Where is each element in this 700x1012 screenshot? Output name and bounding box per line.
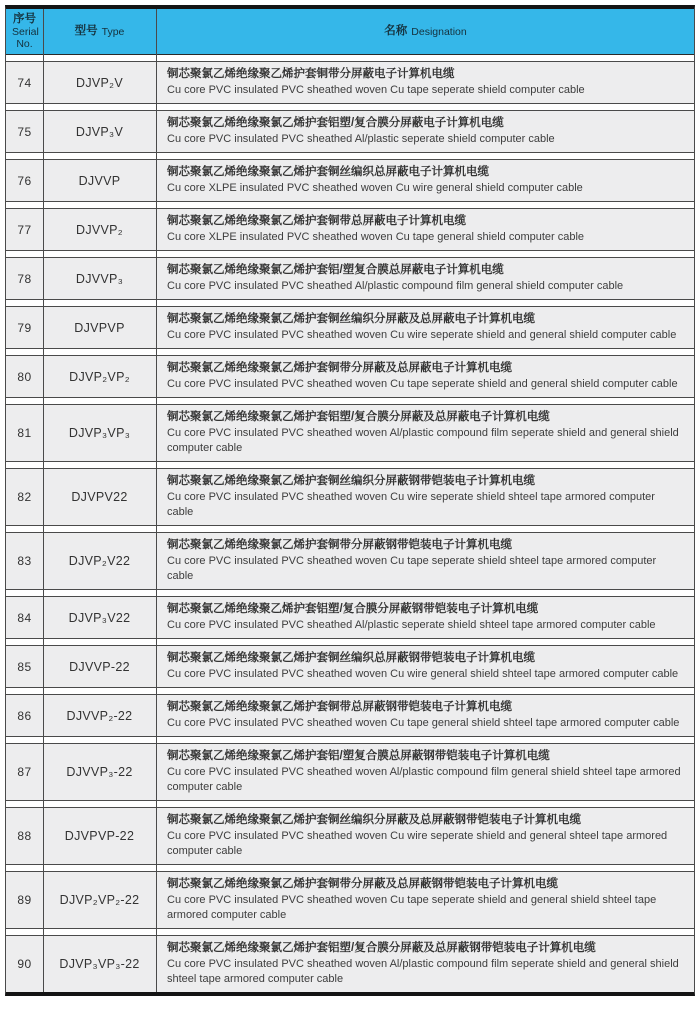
designation-chinese: 铜芯聚氯乙烯绝缘聚氯乙烯护套铜带分屏蔽钢带铠装电子计算机电缆: [167, 539, 512, 551]
serial-number: 87: [17, 765, 32, 779]
type-code: DJVP₃V22: [68, 610, 131, 625]
header-type-cn: 型号: [74, 25, 98, 37]
type-code: DJVVP: [78, 173, 121, 188]
type-code: DJVPVP: [74, 320, 125, 335]
type-code: DJVP₃VP₃-22: [59, 957, 140, 971]
designation-chinese: 铜芯聚氯乙烯绝缘聚氯乙烯护套铜带总屏蔽钢带铠装电子计算机电缆: [167, 701, 512, 713]
table-row: [6, 645, 694, 688]
type-code: DJVVP₂: [76, 222, 123, 237]
designation-english: Cu core PVC insulated PVC sheathed woven Al/plastic compound film seperate shield and general shield shteel tape armored computer cable: [167, 958, 679, 985]
table-row: [6, 110, 694, 153]
serial-number: 88: [17, 829, 32, 843]
designation-english: Cu core PVC insulated PVC sheathed woven Cu tape seperate shield and general shield computer cable: [167, 378, 678, 390]
designation-chinese: 铜芯聚氯乙烯绝缘聚氯乙烯护套铜带分屏蔽及总屏蔽钢带铠装电子计算机电缆: [167, 878, 558, 890]
type-code: DJVP₂V22: [68, 554, 131, 568]
serial-number: 86: [17, 708, 32, 723]
serial-number: 74: [17, 75, 32, 90]
type-code: DJVVP-22: [69, 659, 130, 674]
designation-english: Cu core PVC insulated PVC sheathed woven Cu wire seperate shield and general shield computer cable: [167, 329, 677, 341]
type-code: DJVP₃V: [75, 124, 124, 139]
table-row: [6, 807, 694, 865]
table-row: [6, 935, 694, 992]
designation-english: Cu core XLPE insulated PVC sheathed woven Cu wire general shield computer cable: [167, 182, 583, 194]
serial-number: 81: [17, 426, 32, 440]
designation-english: Cu core PVC insulated PVC sheathed woven Cu wire seperate shield shteel tape armored computer cable: [167, 491, 655, 518]
type-code: DJVVP₂-22: [66, 708, 133, 723]
type-code: DJVPV22: [71, 490, 128, 504]
designation-english: Cu core PVC insulated PVC sheathed Al/plastic compound film general shield computer cable: [167, 280, 624, 292]
type-code: DJVP₂VP₂: [69, 369, 130, 384]
designation-cell: [156, 62, 694, 103]
header-designation-cn: 名称: [384, 25, 408, 37]
designation-cell: [156, 111, 694, 152]
serial-number: 83: [17, 554, 32, 568]
serial-number: 79: [17, 320, 32, 335]
designation-english: Cu core PVC insulated PVC sheathed woven Al/plastic compound film general shield shteel tape armored computer cable: [167, 766, 681, 793]
designation-cell: [156, 209, 694, 250]
table-row: [6, 596, 694, 639]
designation-cell: [156, 936, 694, 992]
designation-english: Cu core PVC insulated PVC sheathed woven Cu tape seperate shield shteel tape armored computer cable: [167, 555, 657, 582]
designation-chinese: 铜芯聚氯乙烯绝缘聚氯乙烯护套铝/塑复合膜总屏蔽钢带铠装电子计算机电缆: [167, 750, 550, 762]
serial-number: 78: [17, 271, 32, 286]
designation-english: Cu core PVC insulated PVC sheathed woven Al/plastic compound film seperate shield and general shield computer cable: [167, 427, 679, 454]
header-serial-en2: No.: [16, 38, 33, 50]
designation-cell: [156, 646, 694, 687]
type-code: DJVPVP-22: [64, 829, 135, 843]
designation-cell: [156, 597, 694, 638]
header-serial-cn: 序号: [13, 13, 36, 25]
designation-english: Cu core PVC insulated PVC sheathed woven Cu tape general shield shteel tape armored computer cable: [167, 717, 680, 729]
type-code: DJVP₃VP₃: [68, 426, 131, 440]
designation-chinese: 铜芯聚氯乙烯绝缘聚氯乙烯护套铝塑/复合膜分屏蔽及总屏蔽电子计算机电缆: [167, 411, 550, 423]
designation-english: Cu core PVC insulated PVC sheathed woven Cu tape seperate shield and general shield shteel tape armored computer cable: [167, 894, 657, 921]
table-row: [6, 159, 694, 202]
serial-number: 84: [17, 610, 32, 625]
header-serial-en1: Serial: [12, 26, 39, 38]
table-row: [6, 532, 694, 590]
designation-english: Cu core XLPE insulated PVC sheathed woven Cu tape general shield computer cable: [167, 231, 585, 243]
serial-number: 85: [17, 659, 32, 674]
designation-chinese: 铜芯聚氯乙烯绝缘聚氯乙烯护套铜丝编织分屏蔽及总屏蔽钢带铠装电子计算机电缆: [167, 814, 581, 826]
designation-cell: [156, 469, 694, 525]
table-row: [6, 257, 694, 300]
cable-type-table: [5, 5, 695, 996]
designation-chinese: 铜芯聚氯乙烯绝缘聚氯乙烯护套铜丝编织总屏蔽电子计算机电缆: [167, 166, 489, 178]
designation-english: Cu core PVC insulated PVC sheathed woven Cu wire seperate shield and general shteel tape armored computer cable: [167, 830, 668, 857]
header-designation: [156, 20, 694, 43]
table-row: [6, 355, 694, 398]
table-row: [6, 404, 694, 462]
table-row: [6, 306, 694, 349]
header-type-en: Type: [101, 25, 125, 38]
designation-cell: [156, 307, 694, 348]
designation-cell: [156, 808, 694, 864]
designation-chinese: 铜芯聚氯乙烯绝缘聚氯乙烯护套铜丝编织分屏蔽及总屏蔽电子计算机电缆: [167, 313, 535, 325]
serial-number: 90: [17, 957, 32, 971]
header-designation-en: Designation: [411, 25, 467, 38]
serial-number: 75: [17, 124, 32, 139]
designation-chinese: 铜芯聚氯乙烯绝缘聚氯乙烯护套铜丝编织分屏蔽钢带铠装电子计算机电缆: [167, 475, 535, 487]
serial-number: 77: [17, 222, 32, 237]
designation-english: Cu core PVC insulated PVC sheathed Al/plastic seperate shield shteel tape armored computer cable: [167, 619, 656, 631]
designation-cell: [156, 356, 694, 397]
table-row: [6, 694, 694, 737]
designation-chinese: 铜芯聚氯乙烯绝缘聚氯乙烯护套铜带总屏蔽电子计算机电缆: [167, 215, 466, 227]
designation-chinese: 铜芯聚氯乙烯绝缘聚乙烯护套铜带分屏蔽电子计算机电缆: [167, 68, 455, 80]
header-type: [43, 21, 156, 42]
type-code: DJVVP₃-22: [66, 765, 133, 779]
designation-chinese: 铜芯聚氯乙烯绝缘聚氯乙烯护套铜丝编织总屏蔽钢带铠装电子计算机电缆: [167, 652, 535, 664]
designation-cell: [156, 533, 694, 589]
designation-cell: [156, 405, 694, 461]
type-code: DJVP₂VP₂-22: [59, 893, 140, 907]
designation-chinese: 铜芯聚氯乙烯绝缘聚氯乙烯护套铝/塑复合膜总屏蔽电子计算机电缆: [167, 264, 504, 276]
column-divider: [156, 9, 157, 992]
designation-chinese: 铜芯聚氯乙烯绝缘聚氯乙烯护套铜带分屏蔽及总屏蔽电子计算机电缆: [167, 362, 512, 374]
type-code: DJVVP₃: [75, 271, 124, 286]
serial-number: 76: [17, 173, 32, 188]
designation-cell: [156, 258, 694, 299]
column-divider: [43, 9, 44, 992]
designation-english: Cu core PVC insulated PVC sheathed Al/plastic seperate shield computer cable: [167, 133, 555, 145]
table-header-row: [6, 9, 694, 55]
table-row: [6, 871, 694, 929]
designation-cell: [156, 160, 694, 201]
serial-number: 80: [17, 369, 32, 384]
designation-english: Cu core PVC insulated PVC sheathed woven Cu tape seperate shield computer cable: [167, 84, 585, 96]
designation-cell: [156, 695, 694, 736]
type-code: DJVP₂V: [76, 75, 123, 90]
designation-cell: [156, 872, 694, 928]
table-row: [6, 468, 694, 526]
table-row: [6, 743, 694, 801]
table-body: [6, 61, 694, 992]
serial-number: 89: [17, 893, 32, 907]
designation-chinese: 铜芯聚氯乙烯绝缘聚乙烯护套铝塑/复合膜分屏蔽钢带铠装电子计算机电缆: [167, 603, 539, 615]
table-row: [6, 208, 694, 251]
serial-number: 82: [17, 490, 32, 504]
designation-english: Cu core PVC insulated PVC sheathed woven Cu wire general shield shteel tape armored computer cable: [167, 668, 679, 680]
designation-chinese: 铜芯聚氯乙烯绝缘聚氯乙烯护套铝塑/复合膜分屏蔽及总屏蔽钢带铠装电子计算机电缆: [167, 942, 596, 954]
table-row: [6, 61, 694, 104]
designation-chinese: 铜芯聚氯乙烯绝缘聚氯乙烯护套铝塑/复合膜分屏蔽电子计算机电缆: [167, 117, 504, 129]
header-serial: [6, 9, 43, 54]
designation-cell: [156, 744, 694, 800]
